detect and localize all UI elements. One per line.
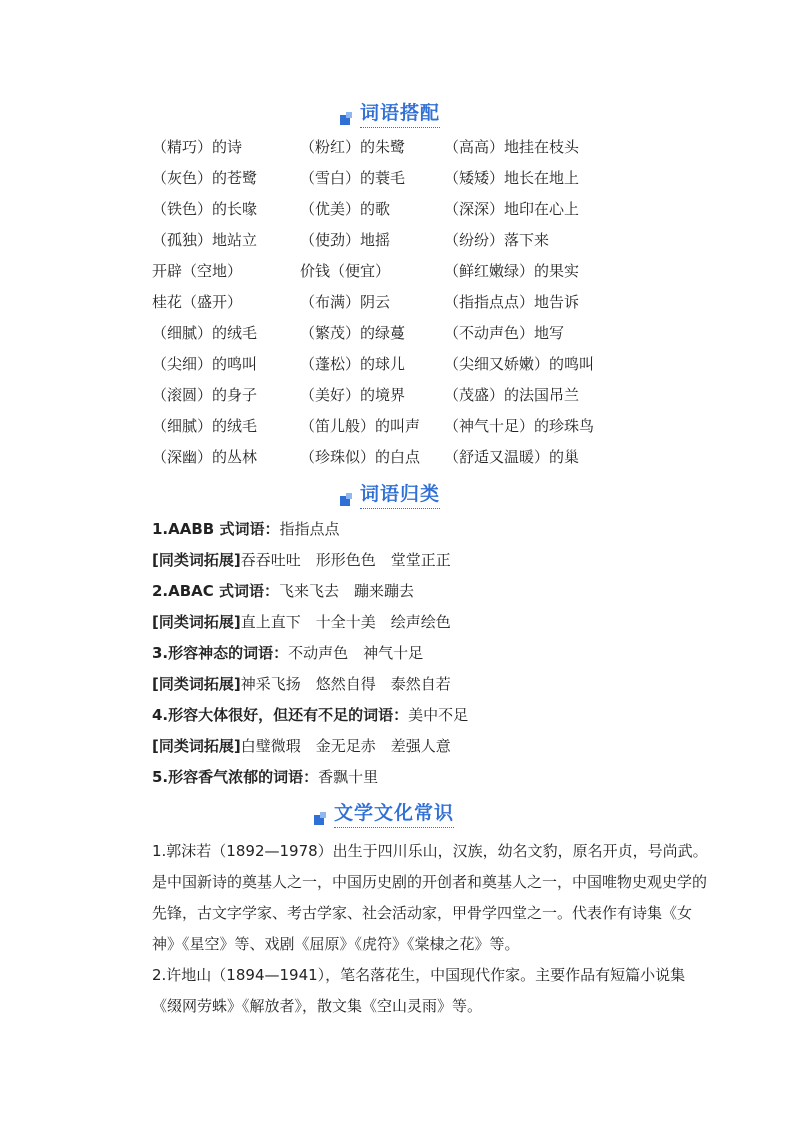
word-pair-cell: （雪白）的蓑毛 [300, 169, 406, 187]
word-pair-row [152, 136, 644, 167]
knowledge-paragraph: 1.郭沫若（1892—1978）出生于四川乐山，汉族，幼名文豹，原名开贞，号尚武。是中国新诗的奠基人之一，中国历史剧的开创者和奠基人之一，中国唯物史观史学的先锋，古文字学家、考古学家、社会活动家，甲骨学四堂之一。代表作有诗集《女神》《星空》等、戏剧《屈原》《虎符》《棠棣之花》等。 [152, 842, 708, 953]
classify-item [152, 518, 468, 549]
heading-word-pairs [340, 98, 440, 128]
classify-words: 指指点点 [279, 520, 340, 538]
classify-label: [同类词拓展] [152, 737, 241, 755]
classify-item [152, 735, 468, 766]
classify-label: [同类词拓展] [152, 675, 241, 693]
word-pair-cell: 桂花（盛开） [152, 293, 243, 311]
classify-words: 香飘十里 [318, 768, 379, 786]
word-pair-row [152, 446, 644, 477]
word-pair-cell: （孤独）地站立 [152, 231, 258, 249]
classify-words: 不动声色 神气十足 [288, 644, 424, 662]
word-pair-cell: （舒适又温暖）的巢 [444, 448, 580, 466]
word-pairs-table [152, 136, 644, 477]
word-pair-cell: （使劲）地摇 [300, 231, 391, 249]
classify-words: 美中不足 [408, 706, 469, 724]
word-pair-cell: （灰色）的苍鹭 [152, 169, 258, 187]
word-pair-row [152, 229, 644, 260]
word-pair-row [152, 415, 644, 446]
classify-item [152, 611, 468, 642]
classify-label: 4.形容大体很好，但还有不足的词语： [152, 706, 409, 724]
classify-item [152, 704, 468, 735]
classify-label: 5.形容香气浓郁的词语： [152, 768, 319, 786]
word-pair-cell: （笛儿般）的叫声 [300, 417, 421, 435]
heading-bullet-icon [314, 812, 328, 826]
classify-label: 1.AABB 式词语： [152, 520, 280, 538]
word-pair-cell: （滚圆）的身子 [152, 386, 258, 404]
word-pair-cell: （蓬松）的球儿 [300, 355, 406, 373]
classify-label: [同类词拓展] [152, 551, 241, 569]
word-pair-row [152, 198, 644, 229]
word-pair-cell: （指指点点）地告诉 [444, 293, 580, 311]
word-pair-cell: （繁茂）的绿蔓 [300, 324, 406, 342]
word-pair-row [152, 291, 644, 322]
word-pair-row [152, 322, 644, 353]
word-pair-cell: （鲜红嫩绿）的果实 [444, 262, 580, 280]
word-pair-cell: （优美）的歌 [300, 200, 391, 218]
heading-literature-knowledge-text: 文学文化常识 [334, 798, 454, 828]
heading-word-pairs-text: 词语搭配 [360, 98, 440, 128]
word-classify-list [152, 518, 468, 797]
word-pair-cell: （不动声色）地写 [444, 324, 565, 342]
heading-word-classify-text: 词语归类 [360, 479, 440, 509]
classify-item [152, 673, 468, 704]
word-pair-cell: 开辟（空地） [152, 262, 243, 280]
word-pair-cell: 价钱（便宜） [300, 262, 391, 280]
word-pair-cell: （美好）的境界 [300, 386, 406, 404]
word-pair-cell: （铁色）的长喙 [152, 200, 258, 218]
word-pair-cell: （深幽）的丛林 [152, 448, 258, 466]
classify-words: 直上直下 十全十美 绘声绘色 [240, 613, 451, 631]
word-pair-cell: （粉红）的朱鹭 [300, 138, 406, 156]
classify-item [152, 549, 468, 580]
classify-label: [同类词拓展] [152, 613, 241, 631]
word-pair-cell: （纷纷）落下来 [444, 231, 550, 249]
classify-words: 白璧微瑕 金无足赤 差强人意 [240, 737, 451, 755]
heading-bullet-icon [340, 112, 354, 126]
word-pair-cell: （神气十足）的珍珠鸟 [444, 417, 595, 435]
word-pair-row [152, 260, 644, 291]
classify-words: 神采飞扬 悠然自得 泰然自若 [240, 675, 451, 693]
word-pair-cell: （细腻）的绒毛 [152, 324, 258, 342]
word-pair-cell: （深深）地印在心上 [444, 200, 580, 218]
classify-label: 3.形容神态的词语： [152, 644, 289, 662]
word-pair-cell: （尖细又娇嫩）的鸣叫 [444, 355, 595, 373]
word-pair-row [152, 384, 644, 415]
word-pair-cell: （茂盛）的法国吊兰 [444, 386, 580, 404]
word-pair-cell: （矮矮）地长在地上 [444, 169, 580, 187]
word-pair-cell: （精巧）的诗 [152, 138, 243, 156]
word-pair-cell: （布满）阴云 [300, 293, 391, 311]
classify-item [152, 766, 468, 797]
heading-word-classify [340, 479, 440, 509]
classify-words: 吞吞吐吐 形形色色 堂堂正正 [240, 551, 451, 569]
classify-words: 飞来飞去 蹦来蹦去 [279, 582, 415, 600]
classify-item [152, 642, 468, 673]
classify-label: 2.ABAC 式词语： [152, 582, 280, 600]
word-pair-cell: （珍珠似）的白点 [300, 448, 421, 466]
classify-item [152, 580, 468, 611]
knowledge-paragraph: 2.许地山（1894—1941），笔名落花生，中国现代作家。主要作品有短篇小说集《缀网劳蛛》《解放者》，散文集《空山灵雨》等。 [152, 966, 686, 1015]
word-pair-cell: （尖细）的鸣叫 [152, 355, 258, 373]
word-pair-row [152, 167, 644, 198]
heading-bullet-icon [340, 493, 354, 507]
word-pair-cell: （细腻）的绒毛 [152, 417, 258, 435]
literature-knowledge-text [152, 836, 708, 1022]
heading-literature-knowledge [314, 798, 454, 828]
word-pair-cell: （高高）地挂在枝头 [444, 138, 580, 156]
word-pair-row [152, 353, 644, 384]
